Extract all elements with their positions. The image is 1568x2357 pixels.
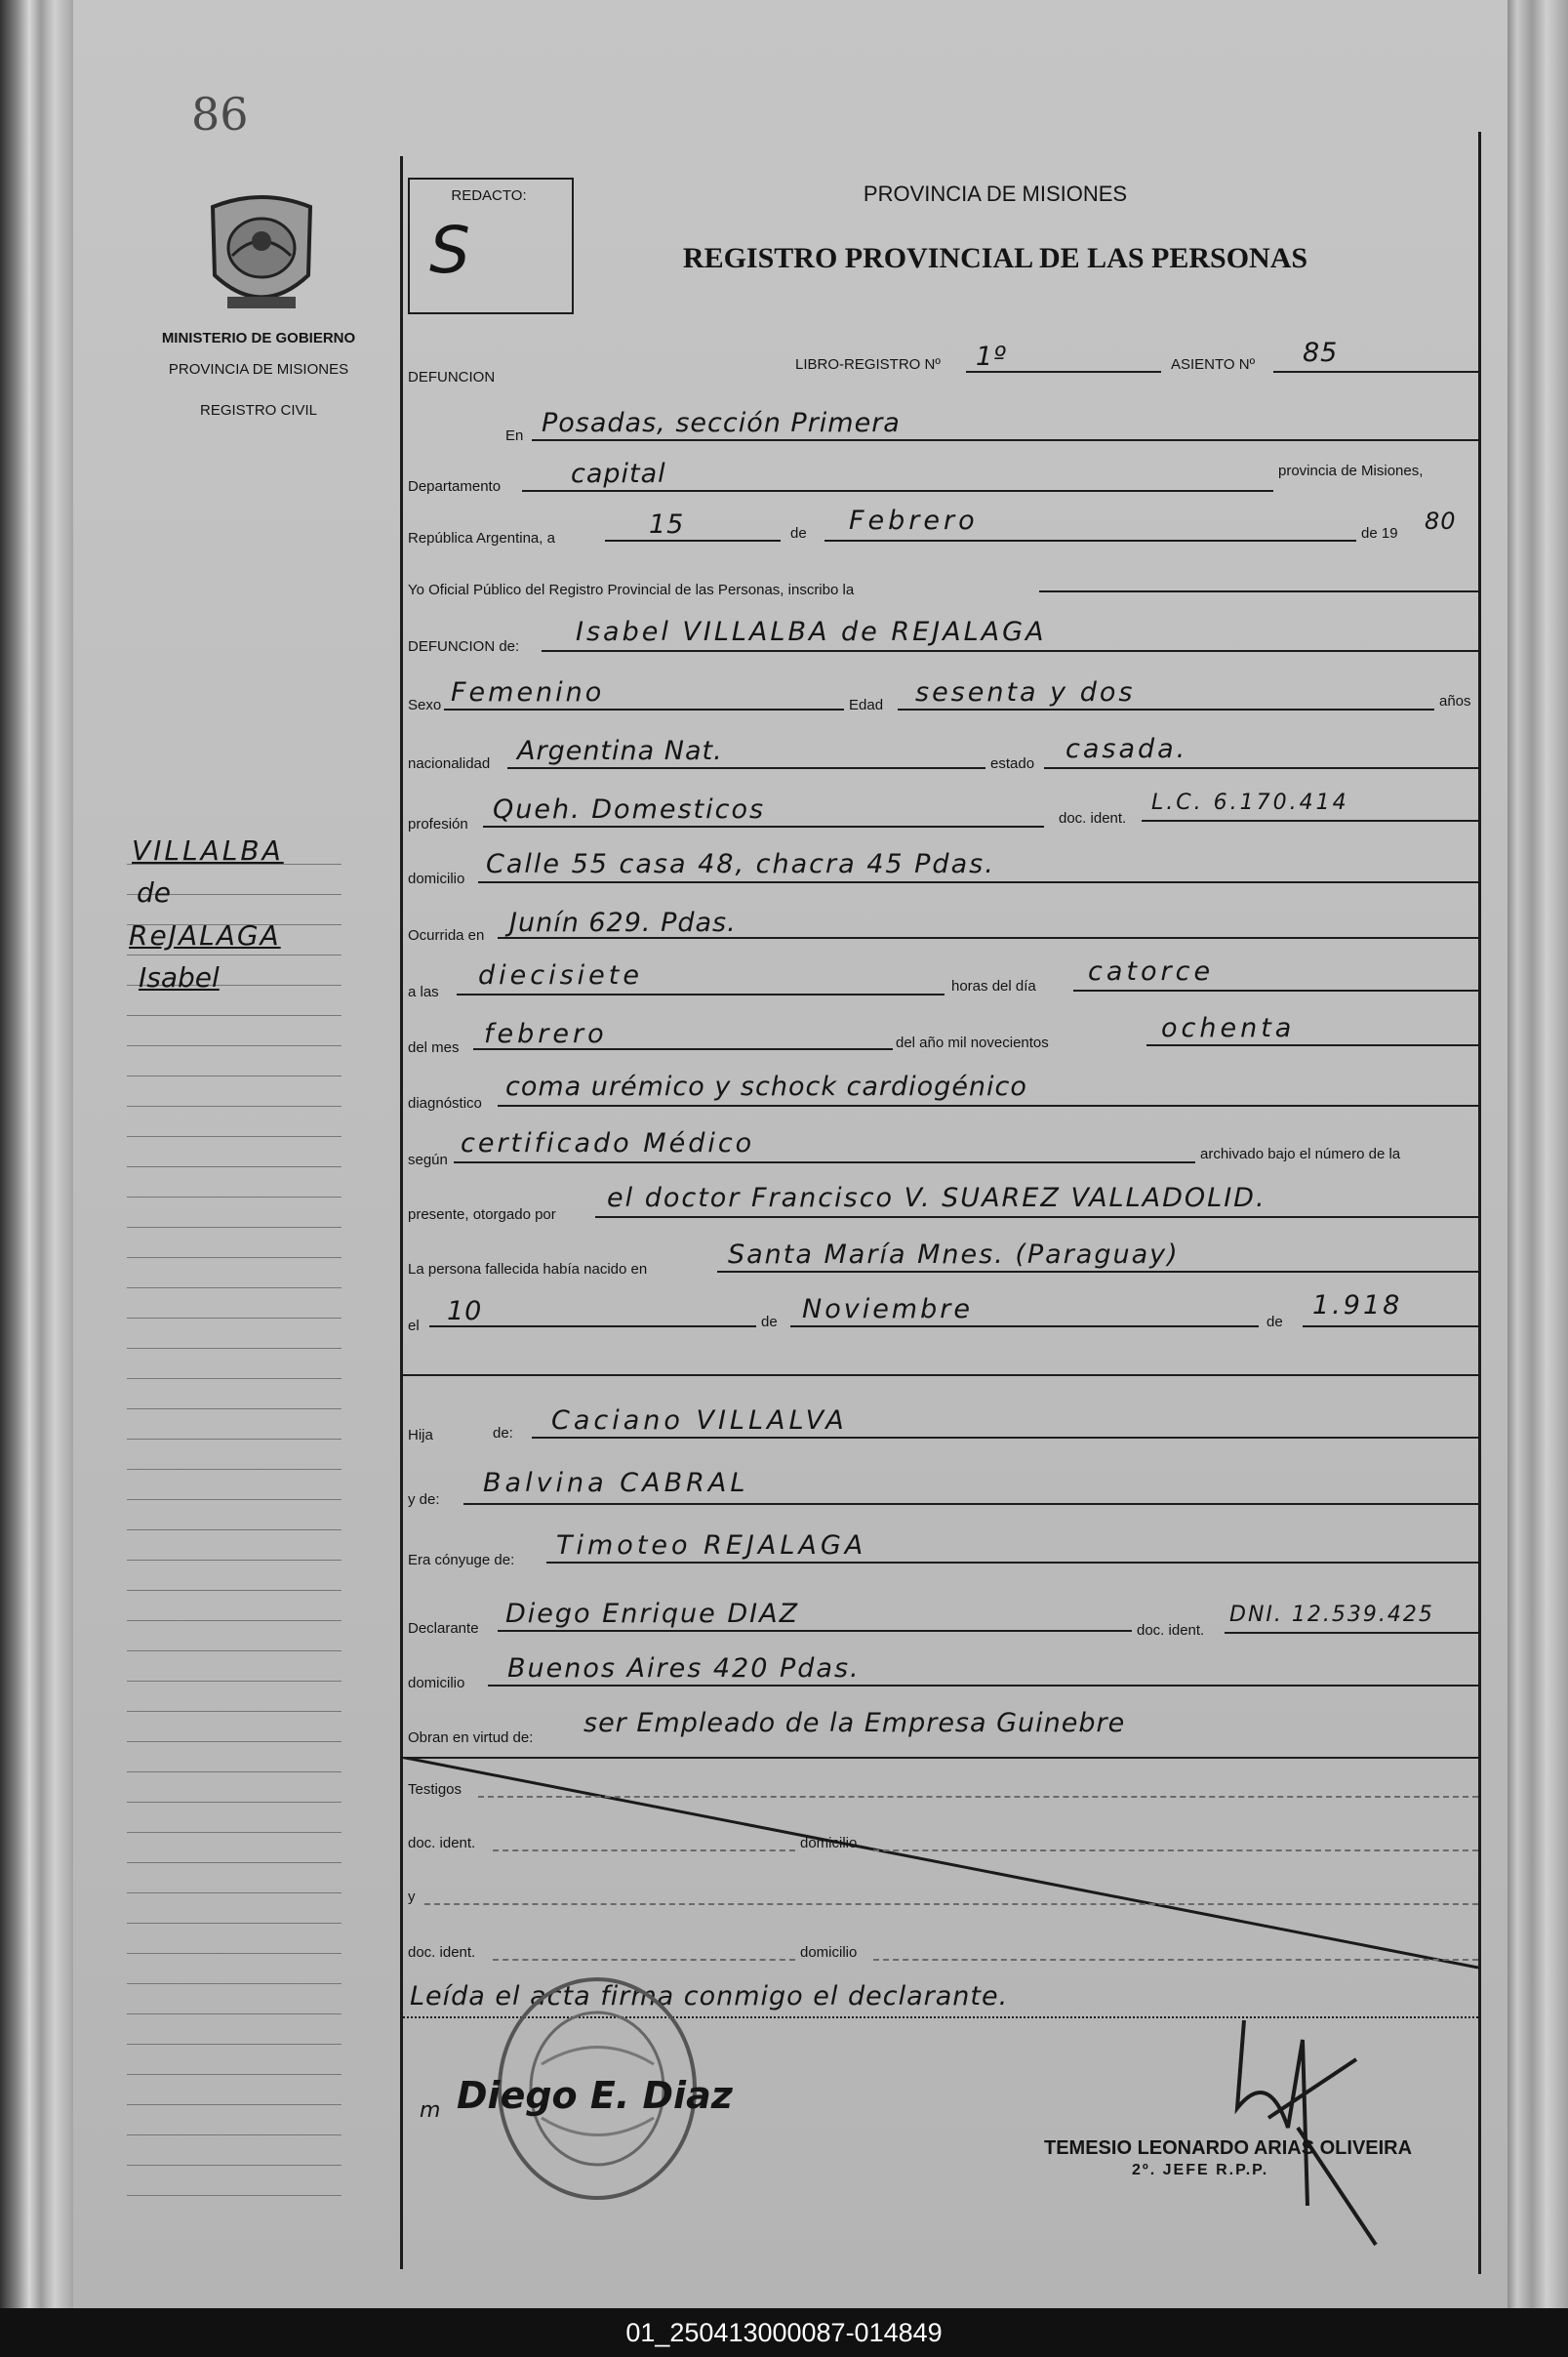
page-edge bbox=[1508, 0, 1568, 2308]
ano-prefix: de 19 bbox=[1361, 525, 1398, 542]
nac-dia-line bbox=[429, 1325, 756, 1327]
nac-dia: 10 bbox=[447, 1296, 483, 1326]
defuncion-label: DEFUNCION de: bbox=[408, 638, 520, 655]
segun-value: certificado Médico bbox=[461, 1128, 755, 1158]
signature-prefix: m bbox=[420, 2098, 441, 2123]
act-type-label: DEFUNCION bbox=[408, 369, 496, 386]
header-title: REGISTRO PROVINCIAL DE LAS PERSONAS bbox=[682, 242, 1308, 274]
presente-line bbox=[595, 1216, 1478, 1218]
segun-line bbox=[454, 1161, 1195, 1163]
anos-label: años bbox=[1439, 693, 1471, 710]
profesion-label: profesión bbox=[408, 816, 468, 833]
edad-label: Edad bbox=[849, 697, 884, 713]
hora-value: diecisiete bbox=[478, 960, 643, 991]
domicilio-label: domicilio bbox=[408, 871, 465, 887]
mes-muerte-line bbox=[473, 1048, 893, 1050]
margin-note-de: de bbox=[137, 876, 171, 909]
en-label: En bbox=[505, 427, 524, 444]
horas-label: horas del día bbox=[951, 978, 1036, 995]
de-label-1: de bbox=[790, 525, 807, 542]
nacido-line bbox=[717, 1271, 1478, 1273]
nacido-label: La persona fallecida había nacido en bbox=[408, 1261, 648, 1278]
profesion-line bbox=[483, 826, 1044, 828]
del-mes-label: del mes bbox=[408, 1039, 460, 1056]
departamento-label: Departamento bbox=[408, 478, 502, 495]
redacto-label: REDACTO: bbox=[451, 187, 527, 204]
coat-of-arms-icon bbox=[203, 187, 320, 324]
declarante-doc-value: DNI. 12.539.425 bbox=[1229, 1603, 1434, 1627]
mes-line bbox=[824, 540, 1356, 542]
padre-line bbox=[532, 1437, 1478, 1439]
province-label: PROVINCIA DE MISIONES bbox=[168, 361, 349, 378]
ocurrida-line bbox=[498, 937, 1478, 939]
presente-value: el doctor Francisco V. SUAREZ VALLADOLID. bbox=[607, 1183, 1266, 1213]
anio-label: del año mil novecientos bbox=[896, 1035, 1049, 1051]
testigo-domicilio-label-2: domicilio bbox=[800, 1944, 858, 1961]
a-las-label: a las bbox=[408, 984, 439, 1000]
departamento-value: capital bbox=[571, 459, 666, 489]
testigo-doc-label-1: doc. ident. bbox=[408, 1835, 476, 1851]
testigo-doc-line-2 bbox=[493, 1959, 795, 1961]
mes-muerte-value: febrero bbox=[484, 1019, 608, 1049]
doc-ident-value: L.C. 6.170.414 bbox=[1151, 791, 1349, 815]
page-number: 86 bbox=[191, 88, 249, 141]
diagnostico-label: diagnóstico bbox=[408, 1095, 482, 1112]
declarante-doc-line bbox=[1225, 1632, 1478, 1634]
estado-label: estado bbox=[990, 755, 1035, 772]
diagnostico-line bbox=[498, 1105, 1478, 1107]
testigo-domicilio-line-2 bbox=[873, 1959, 1478, 1961]
asiento-line bbox=[1273, 371, 1478, 373]
domicilio-line bbox=[478, 881, 1478, 883]
doc-ident-line bbox=[1142, 820, 1478, 822]
closing-text: Leída el acta firma conmigo el declarante. bbox=[410, 1981, 1009, 2012]
footer-id: 01_250413000087-014849 bbox=[0, 2308, 1568, 2357]
blank-line bbox=[400, 1374, 1478, 1376]
declarant-signature: Diego E. Diaz bbox=[457, 2074, 733, 2117]
conyuge-value: Timoteo REJALAGA bbox=[556, 1530, 867, 1561]
nac-mes-line bbox=[790, 1325, 1259, 1327]
nac-ano: 1.918 bbox=[1312, 1290, 1403, 1321]
libro-value: 1º bbox=[976, 342, 1007, 372]
declarante-label: Declarante bbox=[408, 1620, 479, 1637]
hija-de-label: de: bbox=[493, 1425, 513, 1442]
segun-label: según bbox=[408, 1152, 448, 1168]
hija-label: Hija bbox=[408, 1427, 433, 1443]
el-label: el bbox=[408, 1318, 420, 1334]
de-label-3: de bbox=[1266, 1314, 1283, 1330]
defuncion-line bbox=[542, 650, 1478, 652]
diagnostico-value: coma urémico y schock cardiogénico bbox=[505, 1072, 1027, 1102]
testigo-doc-line-1 bbox=[493, 1849, 795, 1851]
officer-title: 2º. JEFE R.P.P. bbox=[1132, 2162, 1269, 2178]
padre-value: Caciano VILLALVA bbox=[551, 1405, 848, 1436]
y-de-label: y de: bbox=[408, 1491, 440, 1508]
margin-note-surname-2: ReJALAGA bbox=[129, 919, 281, 952]
defuncion-value: Isabel VILLALBA de REJALAGA bbox=[576, 617, 1047, 647]
form-right-border bbox=[1478, 132, 1481, 2274]
officer-name: TEMESIO LEONARDO ARIAS OLIVEIRA bbox=[1044, 2137, 1413, 2159]
witness-cancel-stroke bbox=[400, 1757, 1478, 1981]
asiento-label: ASIENTO Nº bbox=[1171, 356, 1256, 373]
en-value: Posadas, sección Primera bbox=[542, 408, 901, 438]
book-binding bbox=[0, 0, 73, 2308]
obran-label: Obran en virtud de: bbox=[408, 1729, 534, 1746]
declarante-value: Diego Enrique DIAZ bbox=[505, 1599, 800, 1629]
nac-mes: Noviembre bbox=[802, 1294, 973, 1324]
declarante-domicilio-line bbox=[488, 1685, 1478, 1686]
asiento-value: 85 bbox=[1303, 338, 1339, 368]
archivado-label: archivado bajo el número de la bbox=[1200, 1146, 1401, 1162]
redacto-value: S bbox=[429, 213, 470, 288]
nacionalidad-label: nacionalidad bbox=[408, 755, 491, 772]
dia-value: 15 bbox=[649, 509, 685, 540]
header-province: PROVINCIA DE MISIONES bbox=[863, 182, 1128, 206]
declarante-line bbox=[498, 1630, 1132, 1632]
declarante-domicilio-label: domicilio bbox=[408, 1675, 465, 1691]
edad-value: sesenta y dos bbox=[915, 677, 1136, 708]
ministry-label: MINISTERIO DE GOBIERNO bbox=[161, 330, 356, 346]
libro-label: LIBRO-REGISTRO Nº bbox=[795, 356, 941, 373]
en-line bbox=[532, 439, 1478, 441]
sexo-value: Femenino bbox=[451, 677, 605, 708]
testigos-label: Testigos bbox=[408, 1781, 462, 1798]
libro-line bbox=[966, 371, 1161, 373]
nacionalidad-line bbox=[507, 767, 985, 769]
declarante-domicilio-value: Buenos Aires 420 Pdas. bbox=[507, 1653, 861, 1684]
provincia-suffix: provincia de Misiones, bbox=[1278, 463, 1424, 479]
oficial-text: Yo Oficial Público del Registro Provincial de las Personas, inscribo la bbox=[408, 582, 855, 598]
testigo-doc-label-2: doc. ident. bbox=[408, 1944, 476, 1961]
margin-note-surname: VILLALBA bbox=[132, 834, 284, 867]
madre-value: Balvina CABRAL bbox=[483, 1468, 749, 1498]
de-label-2: de bbox=[761, 1314, 778, 1330]
republica-label: República Argentina, a bbox=[408, 530, 555, 547]
sexo-label: Sexo bbox=[408, 697, 442, 713]
departamento-line bbox=[522, 490, 1273, 492]
anio-value: ochenta bbox=[1161, 1013, 1296, 1043]
mes-value: Febrero bbox=[849, 506, 979, 536]
ano-value: 80 bbox=[1425, 508, 1457, 535]
dia-muerte-line bbox=[1073, 990, 1478, 992]
presente-label: presente, otorgado por bbox=[408, 1206, 556, 1223]
anio-line bbox=[1146, 1044, 1478, 1046]
testigo-domicilio-label-1: domicilio bbox=[800, 1835, 858, 1851]
hora-line bbox=[457, 994, 945, 996]
dia-muerte-value: catorce bbox=[1088, 956, 1215, 987]
ocurrida-value: Junín 629. Pdas. bbox=[509, 908, 737, 938]
nacido-value: Santa María Mnes. (Paraguay) bbox=[728, 1239, 1180, 1270]
estado-value: casada. bbox=[1065, 734, 1188, 764]
conyuge-label: Era cónyuge de: bbox=[408, 1552, 515, 1568]
testigo-domicilio-line-1 bbox=[873, 1849, 1478, 1851]
ocurrida-label: Ocurrida en bbox=[408, 927, 485, 944]
testigos-line bbox=[478, 1796, 1478, 1798]
margin-note-given-name: Isabel bbox=[139, 961, 220, 994]
testigo-y-label: y bbox=[408, 1889, 416, 1905]
nacionalidad-value: Argentina Nat. bbox=[517, 736, 723, 766]
doc-ident-label: doc. ident. bbox=[1059, 810, 1127, 827]
domicilio-value: Calle 55 casa 48, chacra 45 Pdas. bbox=[486, 849, 995, 879]
nac-ano-line bbox=[1303, 1325, 1478, 1327]
officer-signature bbox=[1210, 2001, 1386, 2255]
sexo-line bbox=[444, 709, 844, 711]
registry-label: REGISTRO CIVIL bbox=[199, 402, 318, 419]
obran-value: ser Empleado de la Empresa Guinebre bbox=[583, 1708, 1126, 1738]
estado-line bbox=[1044, 767, 1478, 769]
conyuge-line bbox=[546, 1562, 1478, 1564]
oficial-line bbox=[1039, 590, 1478, 592]
madre-line bbox=[463, 1503, 1478, 1505]
declarante-doc-label: doc. ident. bbox=[1137, 1622, 1205, 1639]
testigo-y-line bbox=[424, 1903, 1478, 1905]
dia-line bbox=[605, 540, 781, 542]
profesion-value: Queh. Domesticos bbox=[493, 794, 766, 825]
edad-line bbox=[898, 709, 1434, 711]
